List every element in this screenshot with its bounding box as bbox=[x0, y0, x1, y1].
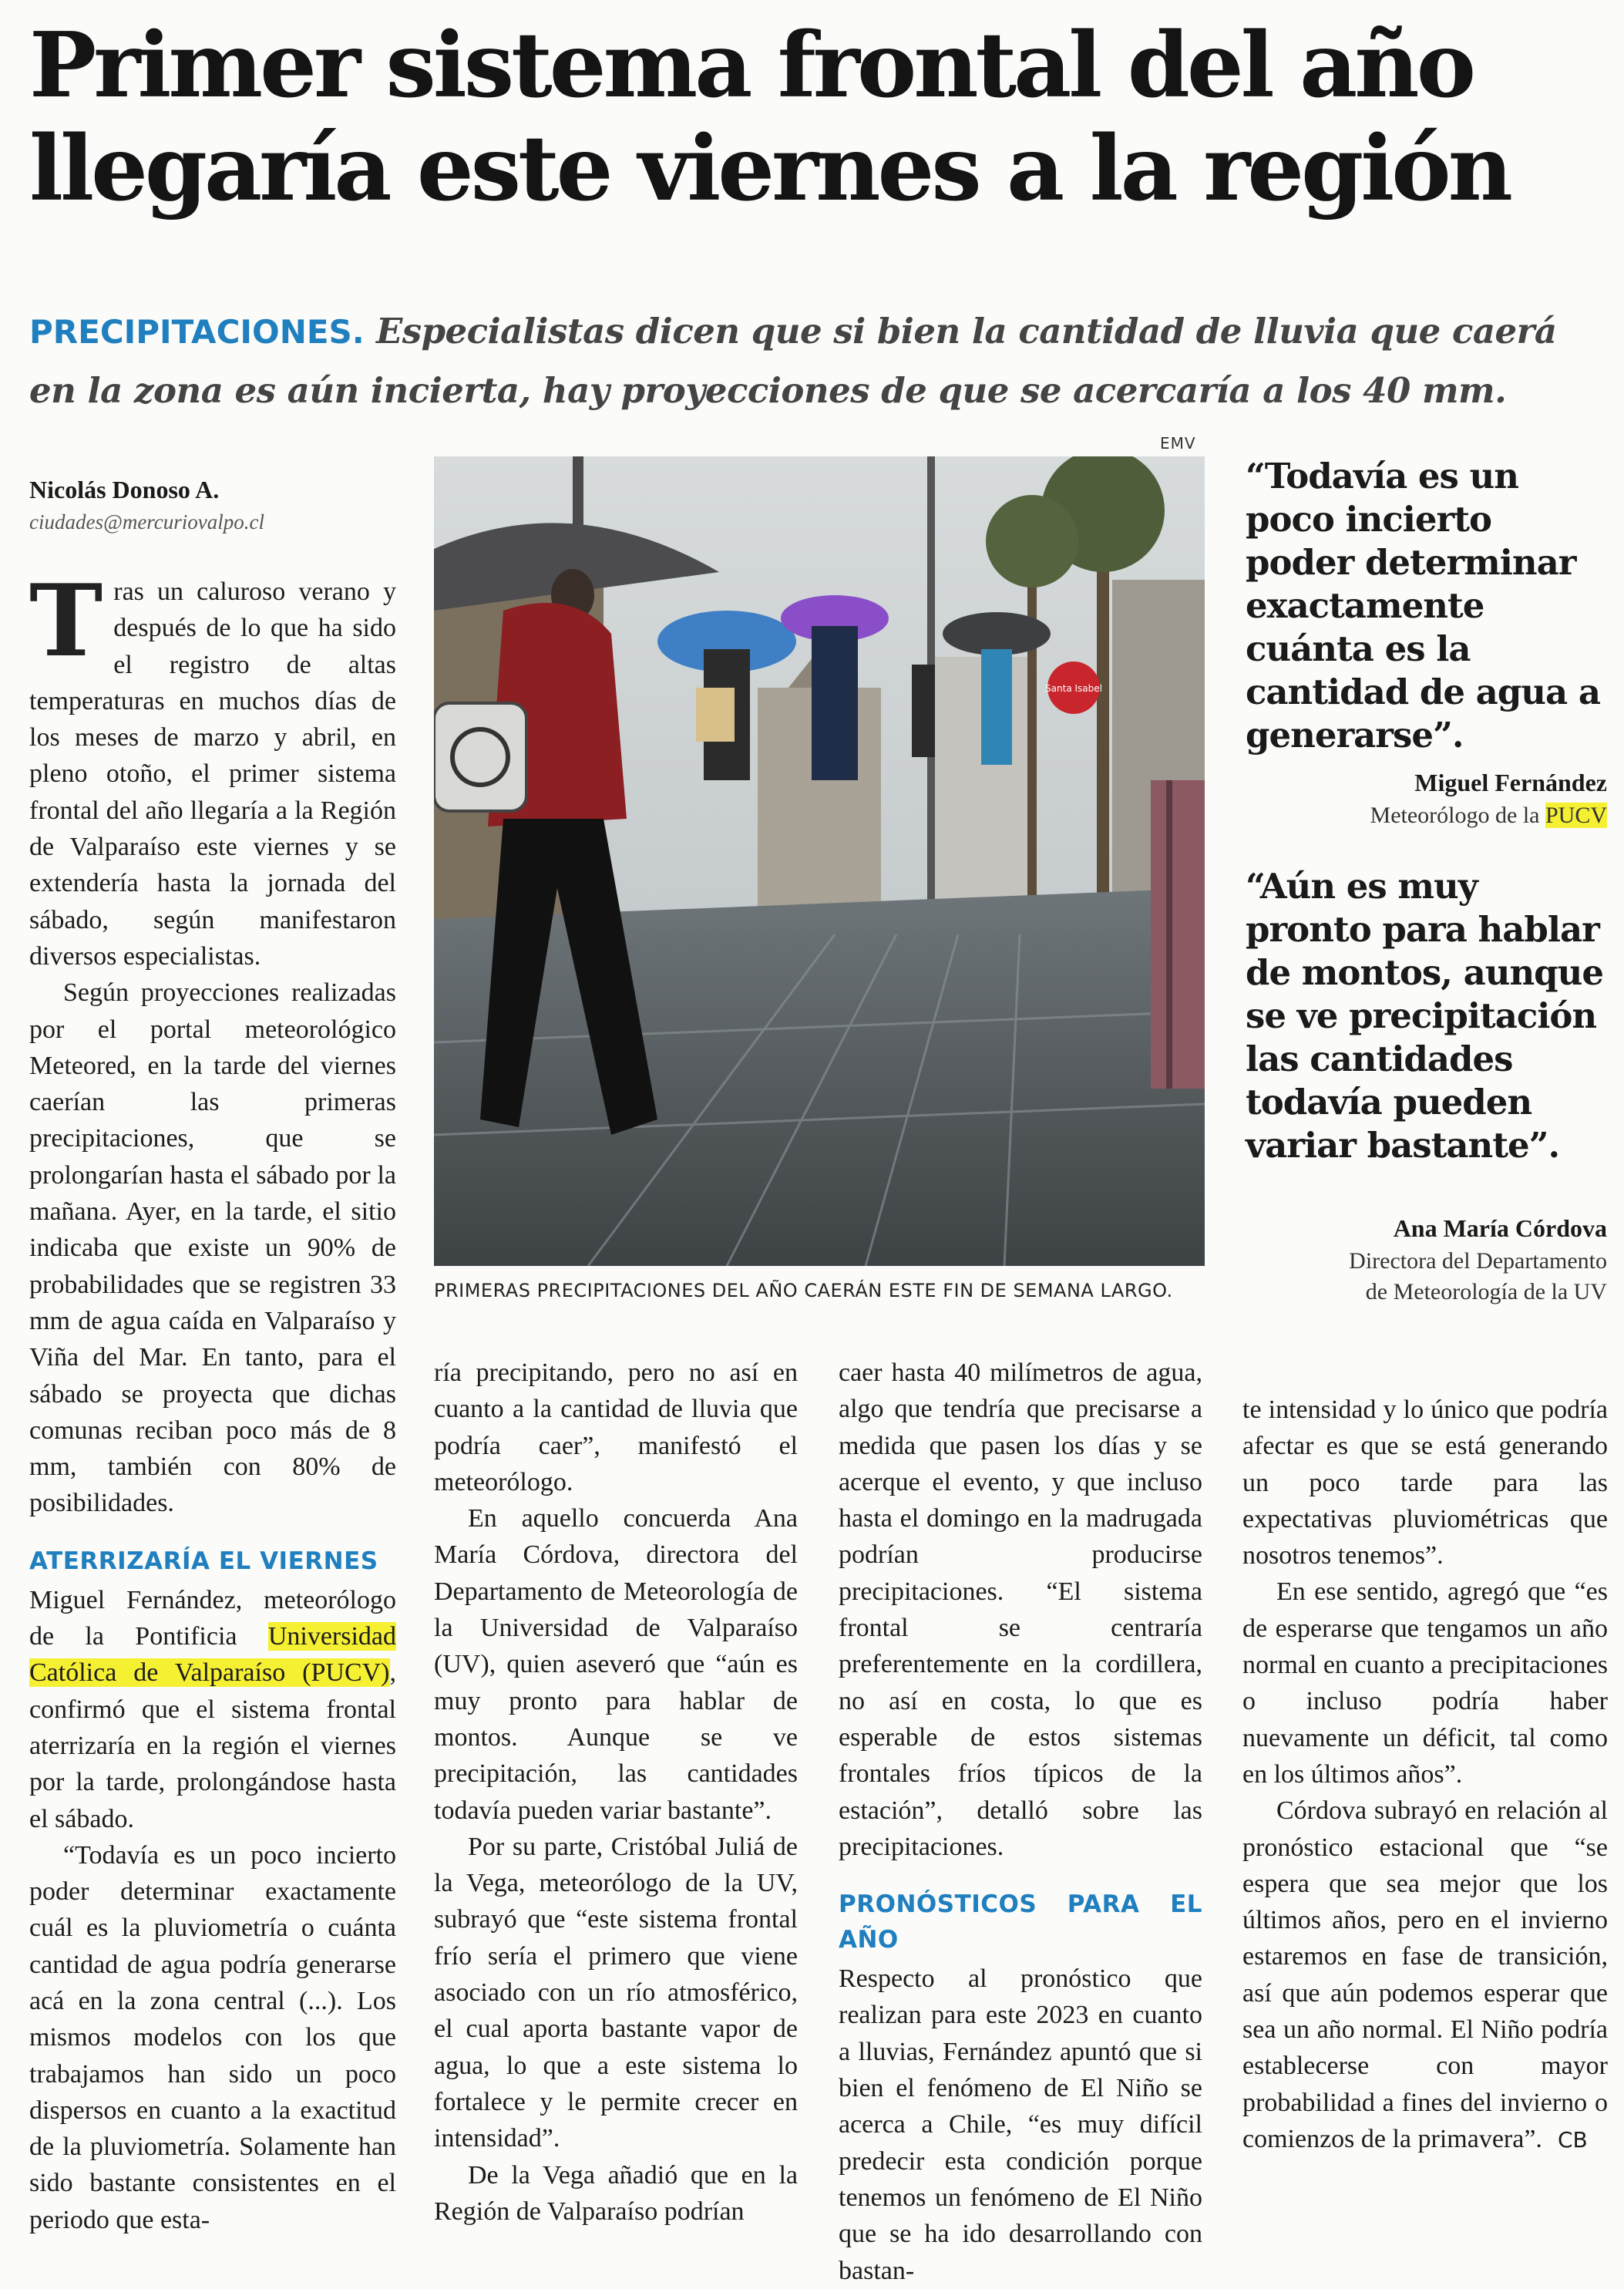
quote-1-name: Miguel Fernández bbox=[1414, 769, 1607, 796]
quote-2-name: Ana María Córdova bbox=[1393, 1214, 1607, 1242]
byline-author: Nicolás Donoso A. bbox=[29, 476, 220, 503]
quote-1-role: Meteorólogo de la PUCV bbox=[1370, 803, 1607, 828]
quote-2-role-line-1: Directora del Departamento bbox=[1349, 1248, 1607, 1274]
quote-2-attribution bbox=[1233, 1210, 1607, 1308]
paragraph: Miguel Fernández, meteorólogo de la Pontificia Universidad Católica de Valparaíso (PUCV), confirmó que el sistema frontal aterrizaría en la región el viernes por la tarde, prolongándose hasta el sábado. bbox=[29, 1585, 396, 1833]
headline-line-1: Primer sistema frontal del año bbox=[29, 13, 1473, 118]
subhead-pronosticos: PRONÓSTICOS PARA EL AÑO bbox=[839, 1890, 1202, 1954]
paragraph: Tras un caluroso verano y después de lo que ha sido el registro de altas temperaturas en muchos días de los meses de marzo y abril, en pleno otoño, el primer sistema frontal del año llegaría a la Región de Valparaíso este viernes y se extendería hasta la jornada del sábado, según manifestaron diversos especialistas. bbox=[29, 564, 396, 971]
paragraph: “Todavía es un poco incierto poder determinar exactamente cuál es la pluviometría o cuánta cantidad de agua podría generarse acá en la zona central (...). Los mismos modelos con los que trabajamos han sido un poco dispersos en cuanto a la exactitud de la pluviometría. Solamente han sido bastante consistentes en el periodo que esta- bbox=[29, 1840, 396, 2234]
paragraph: Respecto al pronóstico que realizan para este 2023 en cuanto a lluvias, Fernández apuntó que si bien el fenómeno de El Niño se acerca a Chile, “es muy difícil predecir esta condición porque tenemos un fenómeno de El Niño que se ha ido desarrollando con bastan- bbox=[839, 1964, 1202, 2285]
photo-rain-street bbox=[434, 456, 1205, 1266]
paragraph: De la Vega añadió que en la Región de Valparaíso podrían bbox=[434, 2160, 798, 2226]
highlighted-text: Universidad Católica de Valparaíso (PUCV) bbox=[29, 1622, 396, 1688]
photo-illustration bbox=[434, 456, 1205, 1266]
paragraph: En ese sentido, agregó que “es de esperarse que tengamos un año normal en cuanto a precipitaciones o incluso podría haber nuevamente un déficit, tal como en los últimos años”. bbox=[1242, 1577, 1608, 1789]
highlighted-text: PUCV bbox=[1545, 803, 1607, 828]
article-column-4 bbox=[1242, 1392, 1608, 2158]
subhead-aterrizaria: ATERRIZARÍA EL VIERNES bbox=[29, 1547, 378, 1575]
quote-1-attribution bbox=[1233, 765, 1607, 831]
article-column-1 bbox=[29, 564, 396, 2238]
deck-text: Especialistas dicen que si bien la cantidad de lluvia que caerá en la zona es aún incierta, hay proyecciones de que se acercaría a los 40 mm. bbox=[29, 311, 1557, 411]
paragraph: En aquello concuerda Ana María Córdova, directora del Departamento de Meteorología de la Universidad de Valparaíso (UV), quien aseveró que “aún es muy pronto para hablar de montos. Aunque se ve precipitación, las cantidades todavía pueden variar bastante”. bbox=[434, 1504, 798, 1825]
paragraph: Córdova subrayó en relación al pronóstico estacional que “se espera que sea mejor que los últimos años, pero en el invierno estaremos en fase de transición, así que aún podemos esperar que sea un año normal. El Niño podría establecerse con mayor probabilidad a fines del invierno o comienzos de la primavera”. CB bbox=[1242, 1796, 1608, 2153]
paragraph: caer hasta 40 milímetros de agua, algo que tendría que precisarse a medida que pasen los días y se acerque el evento, y que incluso hasta el domingo en la madrugada podrían producirse precipitaciones. “El sistema frontal se centraría preferentemente en la cordillera, no así en costa, lo que es esperable de estos sistemas frontales fríos típicos de la estación”, detalló sobre las precipitaciones. bbox=[839, 1358, 1202, 1861]
headline bbox=[29, 14, 1602, 220]
article-column-3 bbox=[839, 1355, 1202, 2289]
article-column-2 bbox=[434, 1355, 798, 2230]
paragraph: Según proyecciones realizadas por el portal meteorológico Meteored, en la tarde del viernes caerían las primeras precipitaciones, que se prolongarían hasta el sábado por la mañana. Ayer, en la tarde, el sitio indicaba que existe un 90% de probabilidades que se registren 33 mm de agua caída en Valparaíso y Viña del Mar. En tanto, para el sábado se proyecta que dichas comunas reciban poco más de 8 mm, también con 80% de posibilidades. bbox=[29, 978, 396, 1518]
pull-quote-2: “Aún es muy pronto para hablar de montos, aunque se ve precipitación las cantidades todavía pueden variar bastante”. bbox=[1246, 866, 1603, 1166]
end-mark-icon: CB bbox=[1557, 2126, 1588, 2153]
deck bbox=[29, 302, 1602, 420]
headline-line-2: llegaría este viernes a la región bbox=[29, 116, 1510, 221]
deck-kicker: PRECIPITACIONES. bbox=[29, 313, 365, 351]
byline bbox=[29, 472, 399, 537]
photo-credit: EMV bbox=[1160, 434, 1196, 453]
photo-caption: PRIMERAS PRECIPITACIONES DEL AÑO CAERÁN ESTE FIN DE SEMANA LARGO. bbox=[434, 1280, 1173, 1301]
paragraph: ría precipitando, pero no así en cuanto a la cantidad de lluvia que podría caer”, manifestó el meteorólogo. bbox=[434, 1358, 798, 1496]
paragraph: Por su parte, Cristóbal Juliá de la Vega, meteorólogo de la UV, subrayó que “este sistema frontal frío sería el primero que viene asociado con un río atmosférico, el cual aporta bastante vapor de agua, lo que a este sistema lo fortalece y le permite crecer en intensidad”. bbox=[434, 1832, 798, 2153]
pull-quote-1: “Todavía es un poco incierto poder determinar exactamente cuánta es la cantidad de agua a generarse”. bbox=[1246, 456, 1600, 756]
paragraph: te intensidad y lo único que podría afectar es que se está generando un poco tarde para las expectativas pluviométricas que nosotros tenemos”. bbox=[1242, 1395, 1608, 1570]
store-sign-text: Santa Isabel bbox=[1045, 683, 1102, 694]
byline-email[interactable]: ciudades@mercuriovalpo.cl bbox=[29, 510, 265, 534]
drop-cap: T bbox=[29, 564, 103, 679]
quote-2-role-line-2: de Meteorología de la UV bbox=[1365, 1279, 1607, 1304]
